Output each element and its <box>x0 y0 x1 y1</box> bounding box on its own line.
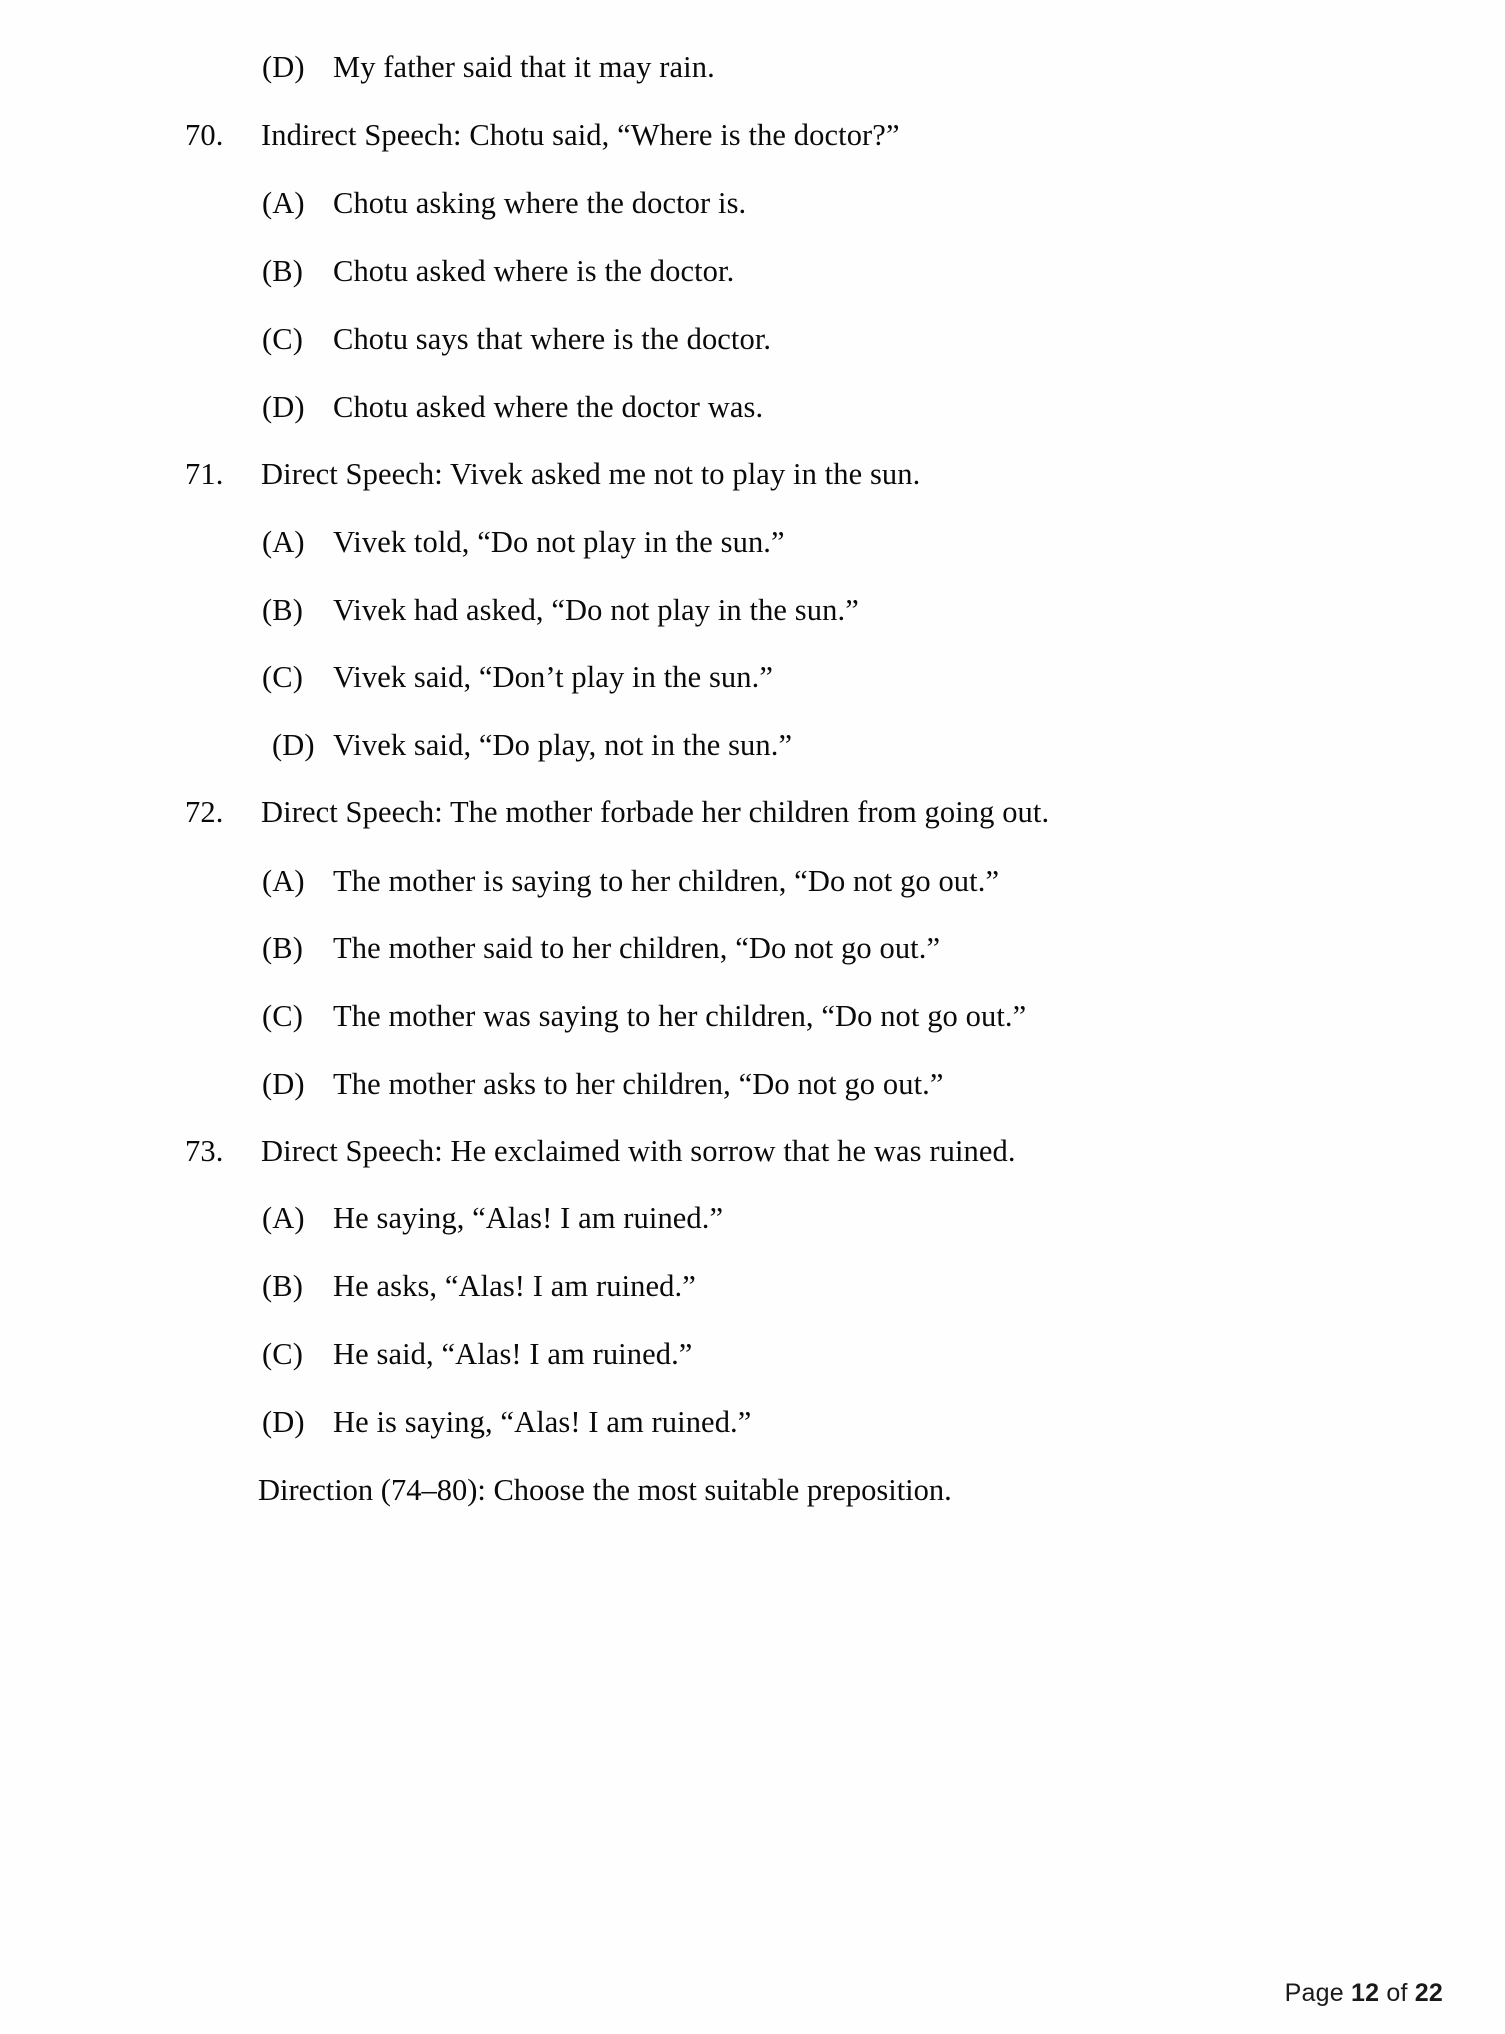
option-key: (B) <box>262 1269 303 1303</box>
list-item <box>0 1203 723 1234</box>
question-stem-row <box>0 1136 1016 1167</box>
question-text: Direct Speech: Vivek asked me not to play in the sun. <box>261 457 921 491</box>
option-text: Vivek said, “Do play, not in the sun.” <box>333 728 793 762</box>
question-stem-row <box>0 120 900 151</box>
list-item <box>0 527 785 558</box>
list-item <box>0 1001 1026 1032</box>
option-text: He said, “Alas! I am ruined.” <box>333 1337 693 1371</box>
list-item <box>0 866 999 897</box>
list-item <box>0 933 940 964</box>
question-text: Direct Speech: The mother forbade her children from going out. <box>261 795 1050 829</box>
list-item <box>0 52 715 83</box>
option-key: (C) <box>262 660 303 694</box>
option-text: He asks, “Alas! I am ruined.” <box>333 1269 696 1303</box>
list-item <box>0 188 746 219</box>
option-text: Chotu asked where the doctor was. <box>333 390 764 424</box>
footer-prefix: Page <box>1284 1979 1344 2007</box>
option-key: (C) <box>262 1337 303 1371</box>
question-number: 71. <box>185 457 224 491</box>
list-item <box>0 256 734 287</box>
list-item <box>0 324 771 355</box>
option-key: (D) <box>262 390 305 424</box>
option-key: (A) <box>262 186 305 220</box>
question-number: 72. <box>185 795 224 829</box>
question-number: 73. <box>185 1134 224 1168</box>
direction-instruction <box>0 1475 952 1506</box>
list-item <box>0 662 773 693</box>
question-text: Direct Speech: He exclaimed with sorrow that he was ruined. <box>261 1134 1016 1168</box>
option-key: (B) <box>262 931 303 965</box>
list-item <box>0 392 763 423</box>
option-key: (A) <box>262 1201 305 1235</box>
option-text: The mother is saying to her children, “Do not go out.” <box>333 864 1000 898</box>
question-text: Indirect Speech: Chotu said, “Where is the doctor?” <box>261 118 900 152</box>
option-text: Vivek had asked, “Do not play in the sun.” <box>333 593 859 627</box>
footer-current-page: 12 <box>1351 1979 1380 2007</box>
footer-middle: of <box>1386 1979 1408 2007</box>
direction-text: Direction (74–80): Choose the most suitable preposition. <box>258 1473 952 1507</box>
option-text: Chotu asking where the doctor is. <box>333 186 747 220</box>
option-text: Vivek told, “Do not play in the sun.” <box>333 525 785 559</box>
option-key: (B) <box>262 254 303 288</box>
option-key: (B) <box>262 593 303 627</box>
option-text: Chotu says that where is the doctor. <box>333 322 772 356</box>
list-item <box>0 1339 692 1370</box>
list-item <box>0 1271 696 1302</box>
list-item <box>0 1069 944 1100</box>
option-key: (A) <box>262 864 305 898</box>
option-key: (C) <box>262 322 303 356</box>
option-text: The mother said to her children, “Do not go out.” <box>333 931 941 965</box>
option-text: Vivek said, “Don’t play in the sun.” <box>333 660 773 694</box>
option-text: Chotu asked where is the doctor. <box>333 254 735 288</box>
question-number: 70. <box>185 118 224 152</box>
question-stem-row <box>0 459 920 490</box>
option-key: (D) <box>262 1067 305 1101</box>
option-key: (D) <box>272 728 315 762</box>
page-footer <box>0 1979 1505 2008</box>
list-item <box>0 1407 751 1438</box>
option-key: (D) <box>262 1405 305 1439</box>
option-key: (D) <box>262 50 305 84</box>
list-item <box>0 730 792 761</box>
question-stem-row <box>0 797 1049 828</box>
option-text: He saying, “Alas! I am ruined.” <box>333 1201 724 1235</box>
option-key: (C) <box>262 999 303 1033</box>
option-text: The mother asks to her children, “Do not go out.” <box>333 1067 944 1101</box>
option-text: The mother was saying to her children, “Do not go out.” <box>333 999 1027 1033</box>
footer-total-pages: 22 <box>1414 1979 1443 2007</box>
list-item <box>0 595 859 626</box>
option-text: He is saying, “Alas! I am ruined.” <box>333 1405 752 1439</box>
option-key: (A) <box>262 525 305 559</box>
option-text: My father said that it may rain. <box>333 50 715 84</box>
